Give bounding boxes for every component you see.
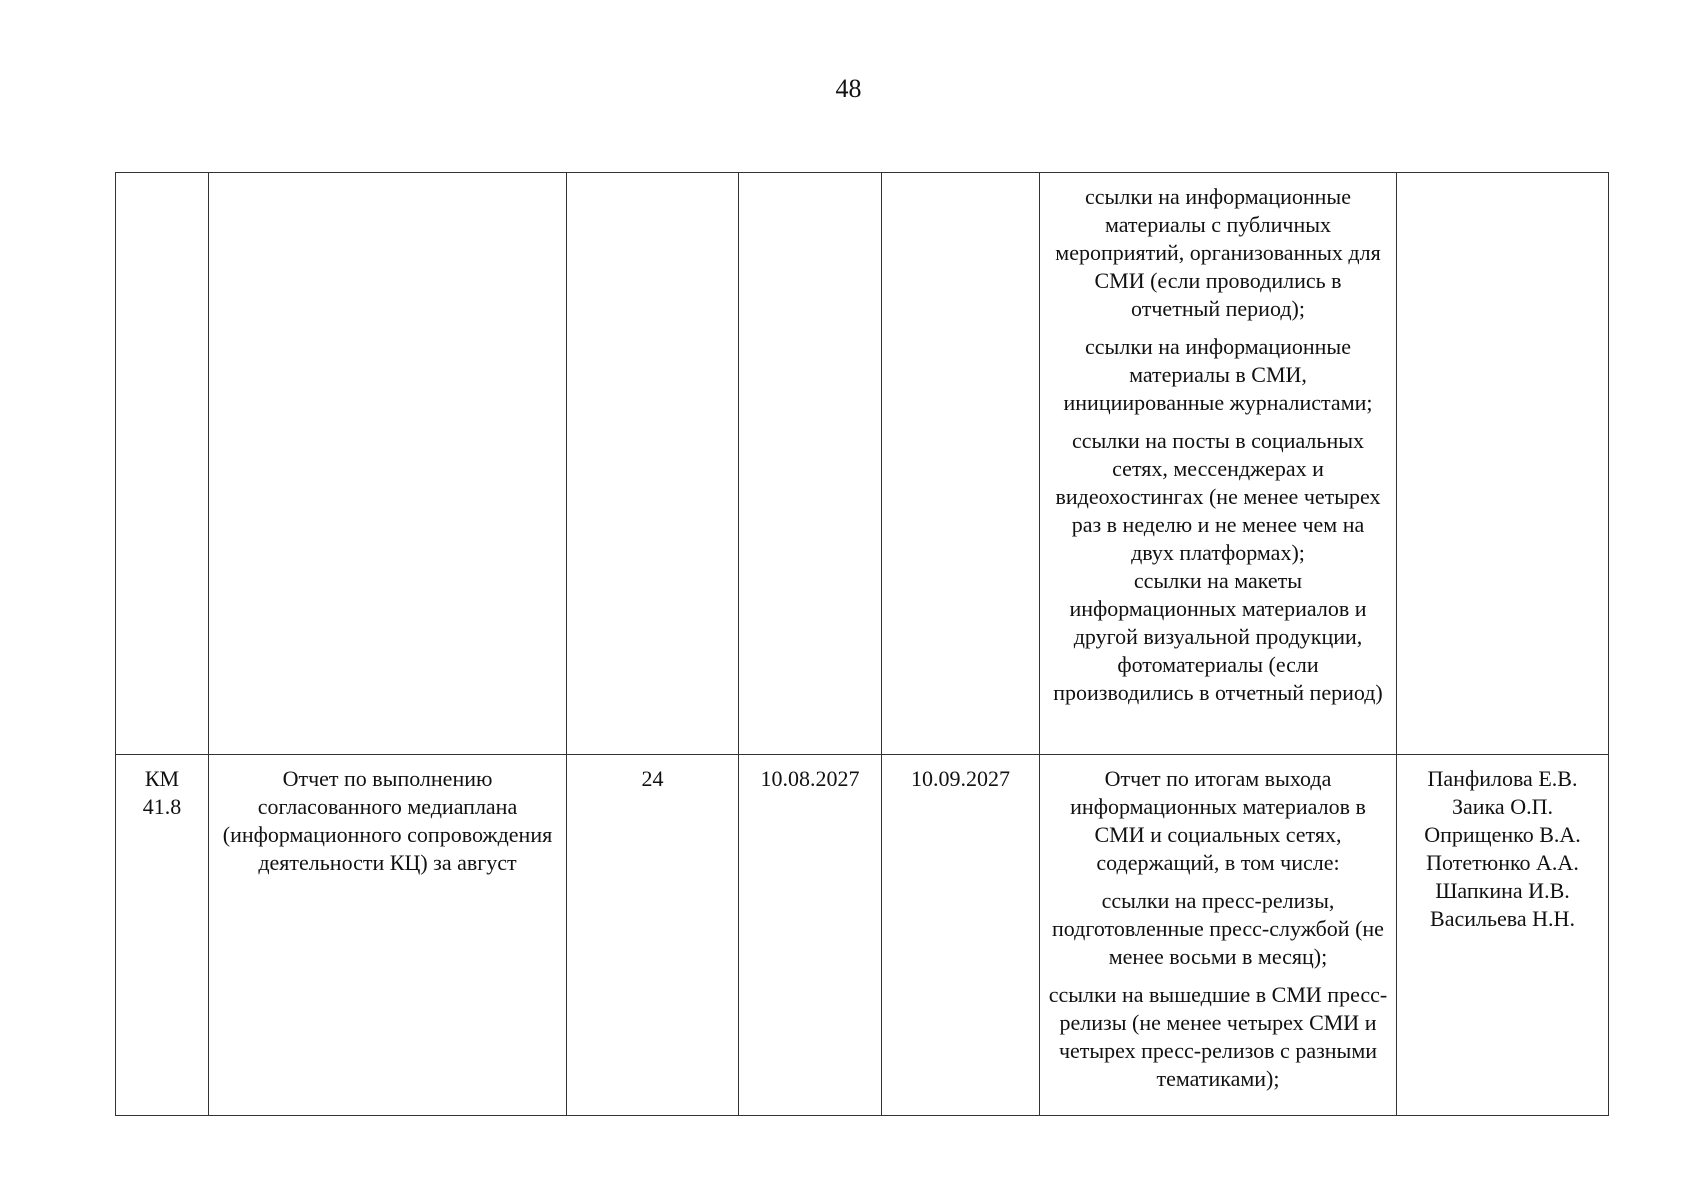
- responsible-person: Панфилова Е.В.: [1427, 766, 1578, 791]
- result-paragraph: ссылки на посты в социальных сетях, мессенджерах и видеохостингах (не менее четырех раз в неделю и не менее чем на двух платформах);: [1055, 428, 1381, 565]
- cell-end-date: 10.09.2027: [882, 755, 1040, 1116]
- cell-result: [1040, 173, 1397, 755]
- cell-id: КМ 41.8: [116, 755, 209, 1116]
- cell-duration: 24: [567, 755, 739, 1116]
- responsible-person: Оприщенко В.А.: [1424, 822, 1581, 847]
- responsible-person: Потетюнко А.А.: [1426, 850, 1579, 875]
- cell-result: [1040, 755, 1397, 1116]
- responsible-person: Васильева Н.Н.: [1430, 906, 1575, 931]
- result-paragraph: ссылки на пресс-релизы, подготовленные пресс-службой (не менее восьми в месяц);: [1052, 888, 1384, 969]
- responsible-person: Шапкина И.В.: [1435, 878, 1570, 903]
- result-paragraph: Отчет по итогам выхода информационных материалов в СМИ и социальных сетях, содержащий, в том числе:: [1070, 766, 1366, 875]
- cell-responsible: [1397, 755, 1609, 1116]
- cell-name: [209, 173, 567, 755]
- cell-start-date: [739, 173, 882, 755]
- responsible-person: Заика О.П.: [1452, 794, 1553, 819]
- cell-name: Отчет по выполнению согласованного медиаплана (информационного сопровождения деятельности КЦ) за август: [209, 755, 567, 1116]
- result-paragraph: ссылки на информационные материалы с публичных мероприятий, организованных для СМИ (если проводились в отчетный период);: [1055, 184, 1381, 321]
- cell-responsible: [1397, 173, 1609, 755]
- plan-table: [115, 172, 1609, 1116]
- cell-start-date: 10.08.2027: [739, 755, 882, 1116]
- cell-end-date: [882, 173, 1040, 755]
- page-number: 48: [835, 74, 862, 103]
- table-row: [116, 755, 1609, 1116]
- result-paragraph: ссылки на вышедшие в СМИ пресс-релизы (не менее четырех СМИ и четырех пресс-релизов с разными тематиками);: [1048, 982, 1388, 1091]
- result-paragraph: ссылки на макеты информационных материалов и другой визуальной продукции, фотоматериалы (если производились в отчетный период): [1053, 568, 1383, 705]
- table-row: [116, 173, 1609, 755]
- cell-id: [116, 173, 209, 755]
- result-paragraph: ссылки на информационные материалы в СМИ, инициированные журналистами;: [1063, 334, 1373, 415]
- cell-duration: [567, 173, 739, 755]
